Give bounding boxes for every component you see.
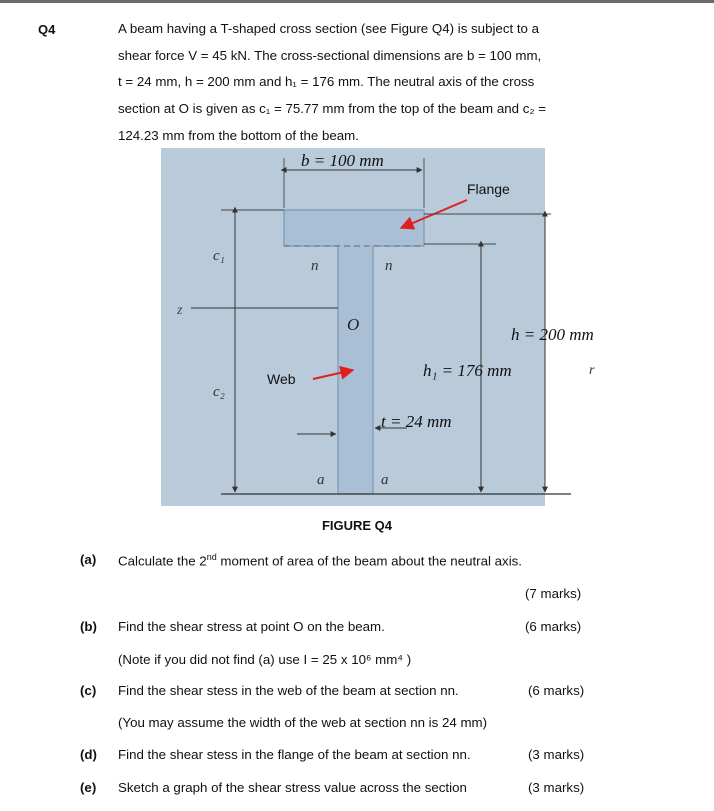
part-d-text: Find the shear stess in the flange of the beam at section nn. <box>118 747 471 762</box>
part-a-text: Calculate the 2nd moment of area of the beam about the neutral axis. <box>118 552 522 569</box>
h1-label: h₁ = 176 mm <box>423 361 512 380</box>
intro-line: shear force V = 45 kN. The cross-sectional dimensions are b = 100 mm, <box>118 47 542 63</box>
t-label: t = 24 mm <box>381 412 452 431</box>
z-label: z <box>177 303 183 318</box>
part-a-marks: (7 marks) <box>525 586 582 601</box>
figure-caption: FIGURE Q4 <box>321 518 393 533</box>
part-c-text: Find the shear stess in the web of the beam at section nn. <box>118 683 459 698</box>
intro-line: section at O is given as c₁ = 75.77 mm from the top of the beam and c₂ = <box>118 101 546 117</box>
part-c-label: (c) <box>80 683 97 698</box>
o-label: O <box>347 315 360 334</box>
part-b-label: (b) <box>80 619 97 634</box>
part-d-marks: (3 marks) <box>528 747 585 762</box>
part-c-note: (You may assume the width of the web at section nn is 24 mm) <box>118 715 488 730</box>
a-right-label: a <box>381 472 389 488</box>
part-e-marks: (3 marks) <box>528 780 585 795</box>
c2-label: c₂ <box>213 384 225 400</box>
question-number: Q4 <box>38 22 56 37</box>
n-right-label: n <box>385 258 393 274</box>
part-c-marks: (6 marks) <box>528 683 585 698</box>
part-b-marks: (6 marks) <box>525 619 582 634</box>
web-label: Web <box>267 371 296 387</box>
top-rule <box>0 0 714 3</box>
part-d-label: (d) <box>80 747 97 762</box>
stray-mark: r <box>589 363 595 378</box>
intro-line: 124.23 mm from the bottom of the beam. <box>118 127 359 143</box>
figure-q4-diagram <box>161 148 626 506</box>
a-left-label: a <box>317 472 325 488</box>
c1-label: c₁ <box>213 248 225 264</box>
b-label: b = 100 mm <box>301 151 384 170</box>
part-b-text: Find the shear stress at point O on the beam. <box>118 619 385 634</box>
part-a-label: (a) <box>80 552 97 567</box>
part-e-label: (e) <box>80 780 97 795</box>
intro-line: A beam having a T-shaped cross section (see Figure Q4) is subject to a <box>118 21 540 36</box>
h-label: h = 200 mm <box>511 325 594 344</box>
part-e-text: Sketch a graph of the shear stress value across the section <box>118 780 467 795</box>
part-b-note: (Note if you did not find (a) use I = 25 x 10⁶ mm⁴ ) <box>118 652 412 667</box>
flange-label: Flange <box>467 181 510 197</box>
question-intro <box>118 16 618 150</box>
n-left-label: n <box>311 258 319 274</box>
intro-line: t = 24 mm, h = 200 mm and h₁ = 176 mm. The neutral axis of the cross <box>118 74 535 90</box>
